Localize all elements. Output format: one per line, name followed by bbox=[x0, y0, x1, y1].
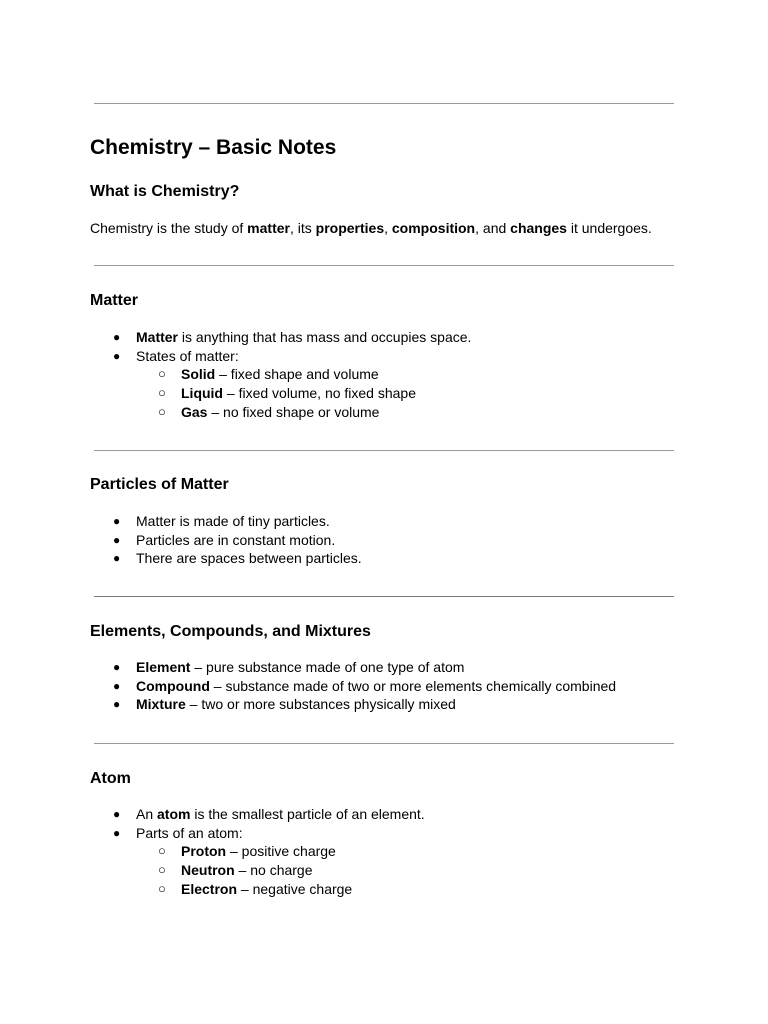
item-text: is the smallest particle of an element. bbox=[190, 806, 425, 822]
term: Element bbox=[136, 659, 191, 675]
term: Gas bbox=[181, 403, 208, 420]
term: Matter bbox=[136, 329, 179, 345]
item-text: Particles are in constant motion. bbox=[136, 531, 336, 548]
divider bbox=[94, 450, 674, 451]
list-item bbox=[0, 531, 362, 550]
list-item bbox=[0, 384, 471, 403]
list-item bbox=[0, 805, 425, 824]
list-item bbox=[0, 842, 425, 861]
sub-bullet-icon: ○ bbox=[158, 880, 166, 896]
divider bbox=[94, 103, 674, 104]
atom-list bbox=[0, 805, 425, 898]
list-item bbox=[0, 549, 362, 568]
bullet-icon: ● bbox=[113, 807, 121, 821]
item-text: – fixed shape and volume bbox=[215, 366, 379, 383]
bullet-icon: ● bbox=[113, 660, 121, 674]
heading-matter: Matter bbox=[90, 292, 139, 309]
ecm-list bbox=[0, 658, 616, 714]
item-text: – pure substance made of one type of atom bbox=[190, 659, 465, 675]
item-text: – positive charge bbox=[226, 843, 336, 860]
sub-bullet-icon: ○ bbox=[158, 403, 166, 419]
list-item bbox=[0, 880, 425, 899]
list-item bbox=[0, 861, 425, 880]
term: Electron bbox=[181, 880, 238, 897]
item-text: – two or more substances physically mixed bbox=[185, 696, 456, 713]
text-fragment: , and bbox=[475, 220, 511, 236]
item-text: There are spaces between particles. bbox=[136, 550, 362, 567]
term: Proton bbox=[181, 843, 227, 860]
bullet-icon: ● bbox=[113, 697, 121, 712]
term: Neutron bbox=[181, 862, 235, 879]
item-text: is anything that has mass and occupies space. bbox=[178, 329, 472, 345]
bullet-icon: ● bbox=[113, 330, 121, 344]
term-composition: composition bbox=[391, 220, 476, 236]
item-text: States of matter: bbox=[136, 347, 239, 364]
list-item bbox=[0, 512, 362, 531]
text-fragment: , its bbox=[289, 220, 316, 236]
term: Solid bbox=[181, 366, 216, 383]
item-text: Matter is made of tiny particles. bbox=[136, 513, 330, 529]
bullet-icon: ● bbox=[113, 551, 121, 566]
list-item bbox=[0, 365, 471, 384]
matter-list bbox=[0, 328, 471, 421]
list-item bbox=[0, 658, 616, 677]
bullet-icon: ● bbox=[113, 514, 121, 528]
divider bbox=[94, 265, 674, 266]
text-fragment: , bbox=[384, 220, 392, 236]
bullet-icon: ● bbox=[113, 532, 121, 547]
item-text: – no charge bbox=[234, 862, 313, 879]
item-text: Parts of an atom: bbox=[136, 824, 243, 841]
term: Compound bbox=[136, 677, 210, 694]
term: Mixture bbox=[136, 696, 186, 713]
bullet-icon: ● bbox=[113, 825, 121, 840]
item-text: – substance made of two or more elements chemically combined bbox=[209, 677, 617, 694]
heading-elements-compounds-mixtures: Elements, Compounds, and Mixtures bbox=[90, 623, 371, 640]
heading-particles-of-matter: Particles of Matter bbox=[90, 476, 229, 493]
sub-bullet-icon: ○ bbox=[158, 862, 166, 878]
page-title: Chemistry – Basic Notes bbox=[90, 136, 337, 159]
list-item bbox=[0, 347, 471, 366]
bullet-icon: ● bbox=[113, 348, 121, 363]
item-text: – fixed volume, no fixed shape bbox=[223, 385, 417, 402]
item-text: An bbox=[136, 806, 158, 822]
term-properties: properties bbox=[315, 220, 385, 236]
particles-list bbox=[0, 512, 362, 568]
list-item bbox=[0, 824, 425, 843]
divider bbox=[94, 743, 674, 744]
text-fragment: it undergoes. bbox=[566, 220, 652, 236]
term: Liquid bbox=[181, 385, 223, 402]
term-changes: changes bbox=[510, 220, 567, 236]
term: atom bbox=[157, 806, 191, 822]
list-item bbox=[0, 695, 616, 714]
text-fragment: Chemistry is the study of bbox=[90, 220, 248, 236]
item-text: – negative charge bbox=[237, 880, 353, 897]
divider bbox=[94, 596, 674, 597]
term-matter: matter bbox=[247, 220, 290, 236]
list-item bbox=[0, 677, 616, 696]
list-item bbox=[0, 328, 471, 347]
chemistry-definition bbox=[90, 219, 652, 237]
item-text: – no fixed shape or volume bbox=[207, 403, 380, 420]
heading-what-is-chemistry: What is Chemistry? bbox=[90, 183, 240, 200]
sub-bullet-icon: ○ bbox=[158, 366, 166, 382]
bullet-icon: ● bbox=[113, 678, 121, 693]
heading-atom: Atom bbox=[90, 770, 131, 787]
sub-bullet-icon: ○ bbox=[158, 385, 166, 401]
list-item bbox=[0, 403, 471, 422]
sub-bullet-icon: ○ bbox=[158, 843, 166, 859]
